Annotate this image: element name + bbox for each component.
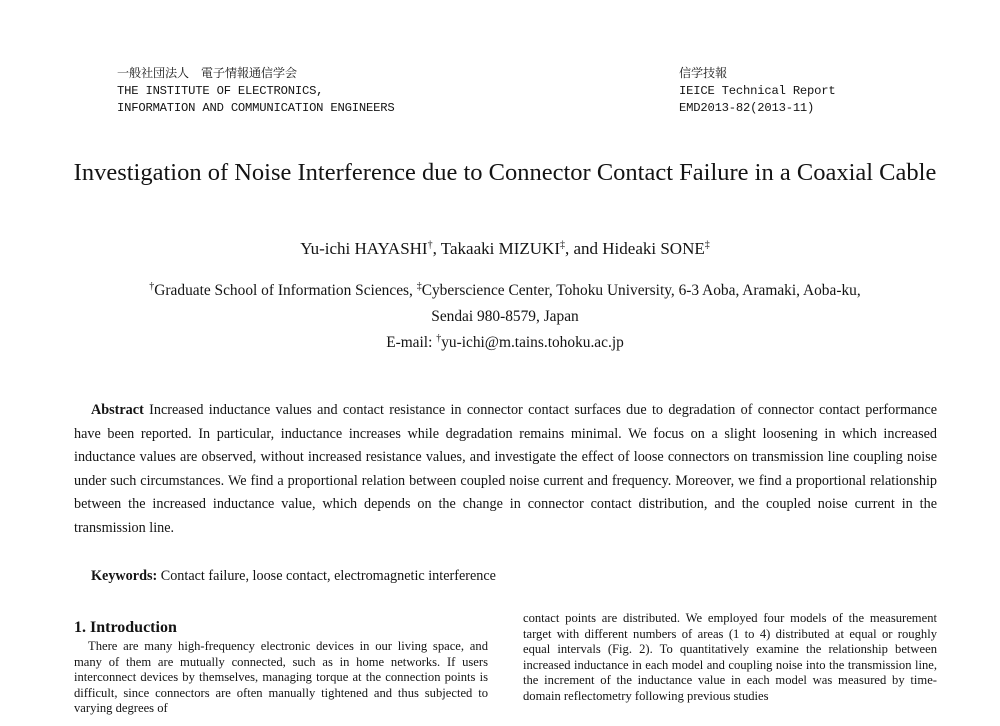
body-column-right [523,611,937,705]
paper-title: Investigation of Noise Interference due to Connector Contact Failure in a Coaxial Cable [73,159,937,186]
section-heading: 1. Introduction [74,619,177,636]
keywords [91,565,931,587]
author-name: Takaaki MIZUKI [440,239,560,258]
author-separator: , [432,239,441,258]
report-type-japanese: 信学技報 [679,67,727,81]
author-affiliation-mark: † [427,239,433,251]
paragraph: contact points are distributed. We employed four models of the measurement target with different numbers of areas (1 to 4) distributed at equal or roughly equal intervals (Fig. 2). To quantitatively examine the relationship between increased inductance in each model and coupling noise into the transmission line, the increment of the inductance value in each model was measured by time-domain reflectometry following previous studies [523,611,937,703]
email-address[interactable]: yu-ichi@m.tains.tohoku.ac.jp [441,334,624,351]
affiliation-mark: ‡ [416,280,422,292]
author-separator: , and [564,239,603,258]
author-name: Hideaki SONE [602,239,705,258]
abstract [74,399,937,541]
email-label: E-mail: [386,334,437,351]
body-column-left [74,610,488,717]
author-affiliation-mark: ‡ [559,239,565,251]
abstract-label: Abstract [91,402,144,418]
author-name: Yu-ichi HAYASHI [300,239,428,258]
society-name-line1: THE INSTITUTE OF ELECTRONICS, [117,84,324,98]
society-name-japanese: 一般社団法人 電子情報通信学会 [117,67,297,81]
affiliation-mark: † [149,280,155,292]
affiliation-address: Sendai 980-8579, Japan [431,308,579,325]
keywords-label: Keywords: [91,568,158,584]
author-list [60,237,950,261]
affiliation-text: Graduate School of Information Sciences, [154,282,417,299]
author-affiliation-mark: ‡ [704,239,710,251]
abstract-text: Increased inductance values and contact resistance in connector contact surfaces due to degradation of connector contact performance have been reported. In particular, inductance increases while degradation remains minimal. We focus on a slight loosening in which increased inductance values are observed, without increased resistance values, and investigate the effect of loose connectors on transmission line coupling noise under such circumstances. We find a proportional relation between coupled noise current and frequency. Moreover, we find a proportional relationship between the increased inductance value, which depends on the change in connector contact distribution, and the coupled noise current in the transmission line. [74,402,937,536]
society-name-line2: INFORMATION AND COMMUNICATION ENGINEERS [117,101,395,115]
affiliation-line [60,278,950,304]
affiliation-block [60,278,950,356]
email-line [60,330,950,356]
report-type: IEICE Technical Report [679,84,836,98]
paragraph: There are many high-frequency electronic devices in our living space, and many of them are mutually connected, such as in home networks. If users interconnect devices by themselves, managing torque at the connection points is difficult, since connectors are often manually tightened and thus subjected to varying degrees of [74,639,488,716]
report-header [679,66,929,117]
email-mark: † [436,332,442,344]
report-number: EMD2013-82(2013-11) [679,101,815,115]
keywords-text: Contact failure, loose contact, electromagnetic interference [157,568,496,584]
affiliation-text: Cyberscience Center, Tohoku University, 6-3 Aoba, Aramaki, Aoba-ku, [421,282,861,299]
society-header [117,66,537,117]
